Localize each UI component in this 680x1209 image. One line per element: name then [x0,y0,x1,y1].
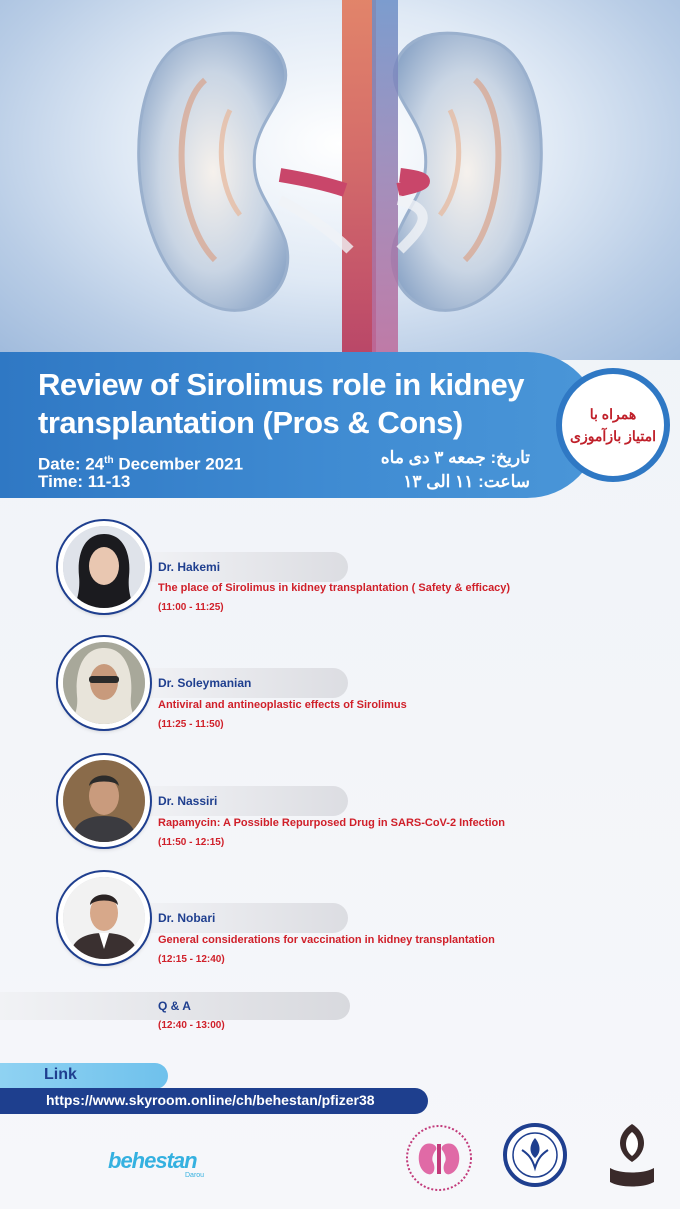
speaker-name: Dr. Hakemi [158,560,221,574]
behestan-logo: behestan [108,1148,197,1173]
speaker-topic: General considerations for vaccination in kidney transplantation [158,934,495,946]
speaker-slot: (11:00 - 11:25) [158,602,224,613]
event-date-persian: تاریخ: جمعه ۳ دی ماه ساعت: ۱۱ الی ۱۳ [380,448,530,491]
person-icon [63,877,145,959]
hospital-logo [502,1122,568,1188]
person-icon [63,642,145,724]
avatar [58,755,150,847]
speaker-slot: (11:50 - 12:15) [158,837,225,848]
speaker-topic: The place of Sirolimus in kidney transplantation ( Safety & efficacy) [158,582,511,594]
avatar [58,872,150,964]
hero-illustration [0,0,680,360]
link-label-pill [0,1063,168,1089]
speaker-name: Dr. Nassiri [158,794,218,808]
speaker-topic: Antiviral and antineoplastic effects of Sirolimus [158,699,407,711]
speaker-topic: Rapamycin: A Possible Repurposed Drug in SARS-CoV-2 Infection [158,817,505,829]
kidney-illustration [0,0,680,360]
speaker-name: Dr. Soleymanian [158,676,252,690]
cme-badge: همراه با امتیاز بازآموزی [556,368,670,482]
event-date: Date: 24th December 2021 [38,454,244,474]
speaker-slot: (11:25 - 11:50) [158,719,224,730]
link-url[interactable]: https://www.skyroom.online/ch/behestan/pfizer38 [46,1092,375,1108]
qa-slot: (12:40 - 13:00) [158,1020,225,1031]
person-icon [63,526,145,608]
nephrology-society-logo [400,1122,478,1194]
behestan-logo-sub: Darou [185,1172,205,1179]
avatar [58,521,150,613]
avatar [58,637,150,729]
qa-label: Q & A [158,999,191,1013]
speaker-name: Dr. Nobari [158,911,216,925]
person-icon [63,760,145,842]
speaker-slot: (12:15 - 12:40) [158,954,225,965]
event-time: Time: 11-13 [38,472,131,491]
link-label: Link [44,1066,77,1083]
medical-center-logo [596,1120,668,1192]
event-title: Review of Sirolimus role in kidney transplantation (Pros & Cons) [38,367,525,440]
